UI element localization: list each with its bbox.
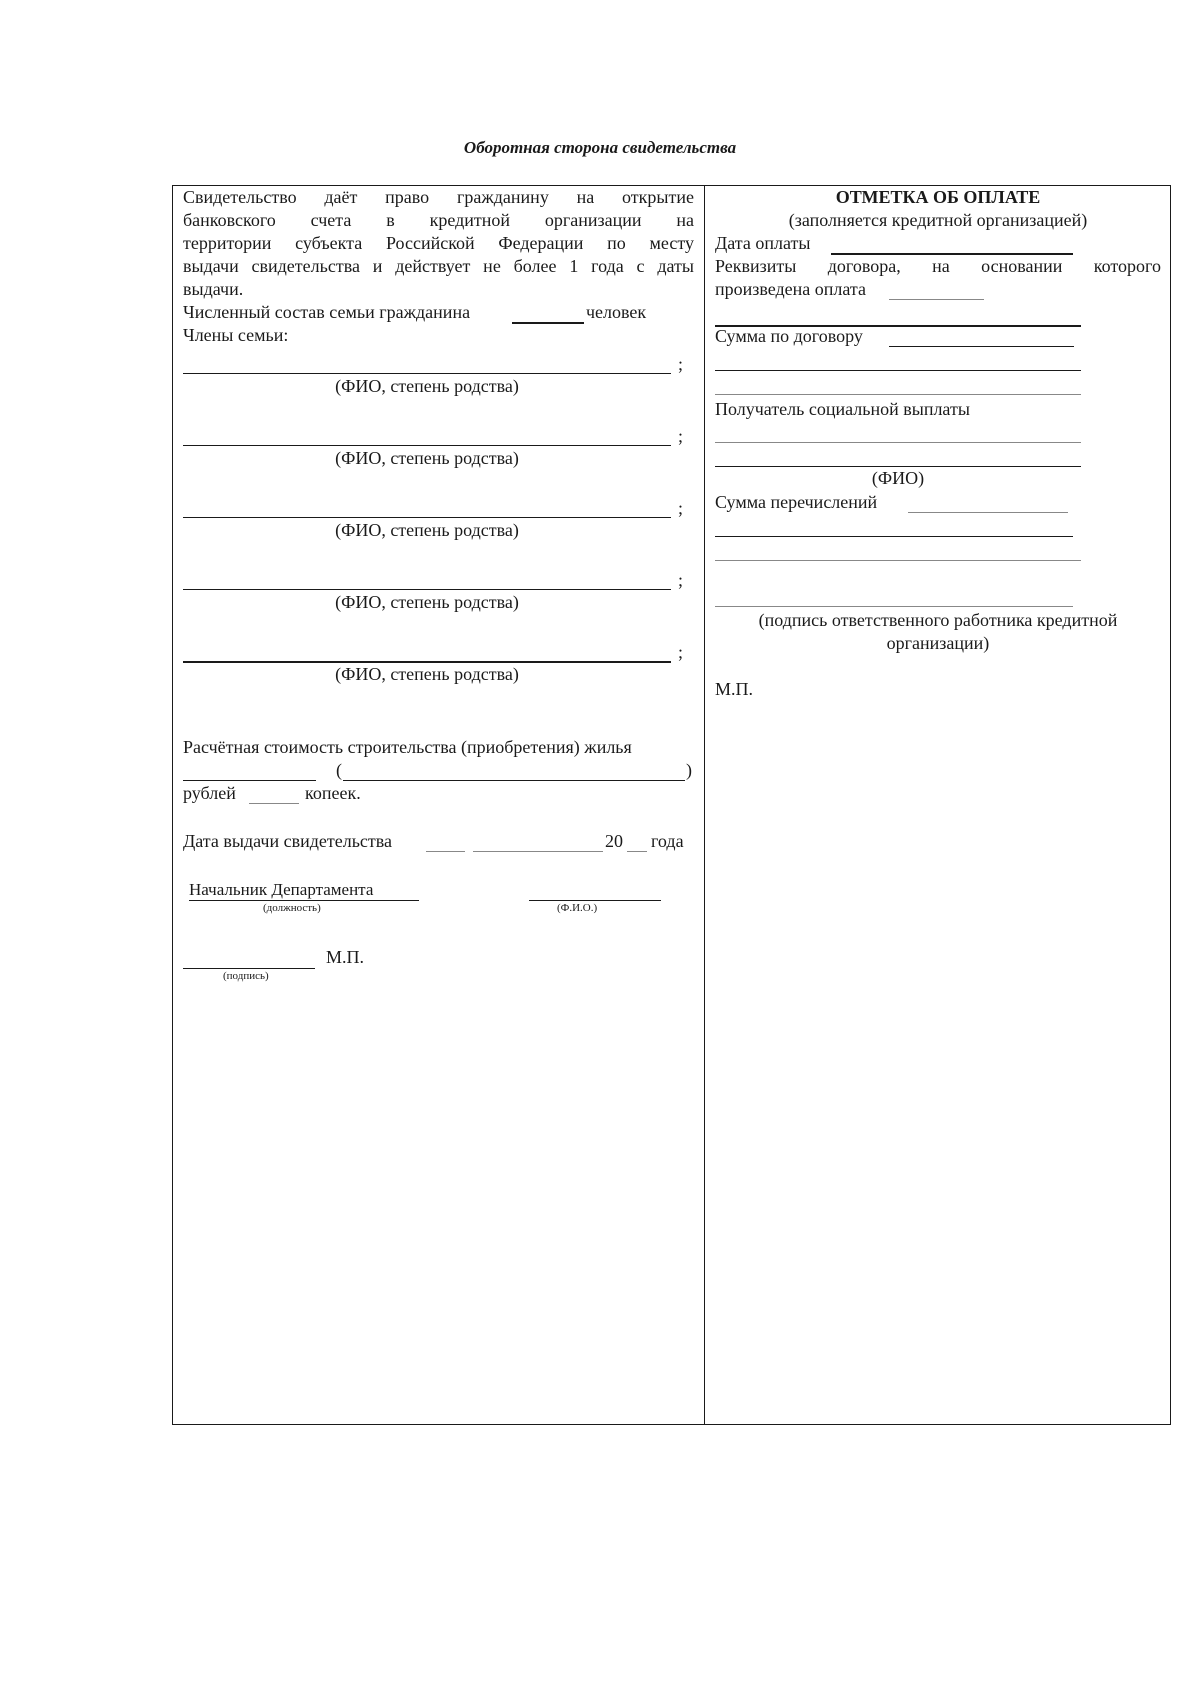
position-field[interactable] — [189, 900, 419, 901]
cost-words-field[interactable] — [343, 780, 685, 781]
officer-signature-field[interactable] — [715, 606, 1073, 607]
column-divider — [704, 186, 705, 1424]
position-caption: (должность) — [263, 902, 321, 914]
estimated-cost-label: Расчётная стоимость строительства (приобретения) жилья — [183, 737, 632, 757]
paren-close: ) — [686, 760, 692, 780]
family-member-field[interactable] — [183, 445, 671, 446]
officer-signature-caption-2: организации) — [886, 633, 990, 653]
fio-field[interactable] — [529, 900, 661, 901]
intro-line: территории субъекта Российской Федерации по месту — [183, 233, 694, 253]
recipient-fio-caption: (ФИО) — [871, 468, 925, 488]
member-separator: ; — [678, 498, 684, 518]
paren-open: ( — [336, 760, 342, 780]
page-title: Оборотная сторона свидетельства — [463, 138, 737, 157]
member-separator: ; — [678, 426, 684, 446]
kopecks-label: копеек. — [305, 783, 361, 803]
intro-line: банковского счета в кредитной организации на — [183, 210, 694, 230]
bank-stamp-label: М.П. — [715, 679, 754, 699]
issue-day-field[interactable] — [426, 851, 465, 852]
transfer-sum-label: Сумма перечислений — [715, 492, 878, 512]
year-prefix: 20 — [605, 831, 623, 851]
contract-word: которого — [1093, 256, 1161, 276]
signature-field[interactable] — [183, 968, 315, 969]
family-member-field[interactable] — [183, 589, 671, 590]
contract-sum-field-2[interactable] — [715, 370, 1081, 371]
contract-details-line — [715, 255, 1161, 278]
family-member-caption: (ФИО, степень родства) — [335, 520, 519, 540]
contract-word: договора, — [827, 256, 901, 276]
contract-word: Реквизиты — [715, 256, 797, 276]
contract-word: основании — [981, 256, 1063, 276]
family-member-caption: (ФИО, степень родства) — [335, 376, 519, 396]
family-member-field[interactable] — [183, 373, 671, 374]
officer-signature-caption: (подпись ответственного работника кредитной — [758, 610, 1118, 630]
intro-line: выдачи свидетельства и действует не более 1 года с даты — [183, 256, 694, 276]
family-member-caption: (ФИО, степень родства) — [335, 592, 519, 612]
stamp-label: М.П. — [326, 947, 365, 967]
transfer-sum-field-2[interactable] — [715, 536, 1073, 537]
payment-date-label: Дата оплаты — [715, 233, 811, 253]
intro-paragraph — [183, 186, 694, 278]
payment-mark-subheading: (заполняется кредитной организацией) — [788, 210, 1088, 230]
kopecks-field[interactable] — [249, 803, 299, 804]
member-separator: ; — [678, 570, 684, 590]
contract-details-field[interactable] — [889, 299, 984, 300]
family-count-label: Численный состав семьи гражданина — [183, 302, 471, 322]
issue-date-label: Дата выдачи свидетельства — [183, 831, 393, 851]
contract-sum-field[interactable] — [889, 346, 1074, 347]
rubles-label: рублей — [183, 783, 236, 803]
contract-sum-label: Сумма по договору — [715, 326, 863, 346]
issue-year-field[interactable] — [627, 851, 647, 852]
cost-amount-field[interactable] — [183, 780, 316, 781]
member-separator: ; — [678, 642, 684, 662]
intro-last-line: выдачи. — [183, 279, 244, 299]
family-member-caption: (ФИО, степень родства) — [335, 664, 519, 684]
family-member-field[interactable] — [183, 517, 671, 518]
transfer-sum-field-3[interactable] — [715, 560, 1081, 561]
fio-caption: (Ф.И.О.) — [557, 902, 598, 914]
signature-caption: (подпись) — [223, 970, 269, 982]
family-members-label: Члены семьи: — [183, 325, 289, 345]
family-count-suffix: человек — [586, 302, 647, 322]
year-suffix: года — [651, 831, 684, 851]
issue-month-field[interactable] — [473, 851, 603, 852]
certificate-back-table — [172, 185, 1171, 1425]
payment-mark-heading: ОТМЕТКА ОБ ОПЛАТЕ — [835, 187, 1041, 207]
family-member-caption: (ФИО, степень родства) — [335, 448, 519, 468]
contract-word: на — [932, 256, 950, 276]
intro-line: Свидетельство даёт право гражданину на открытие — [183, 187, 694, 207]
position-value: Начальник Департамента — [189, 880, 374, 899]
member-separator: ; — [678, 354, 684, 374]
contract-sum-field-3[interactable] — [715, 394, 1081, 395]
contract-details-line2: произведена оплата — [715, 279, 867, 299]
transfer-sum-field[interactable] — [908, 512, 1068, 513]
recipient-label: Получатель социальной выплаты — [715, 399, 970, 419]
family-count-field[interactable] — [512, 322, 584, 324]
recipient-field[interactable] — [715, 442, 1081, 443]
